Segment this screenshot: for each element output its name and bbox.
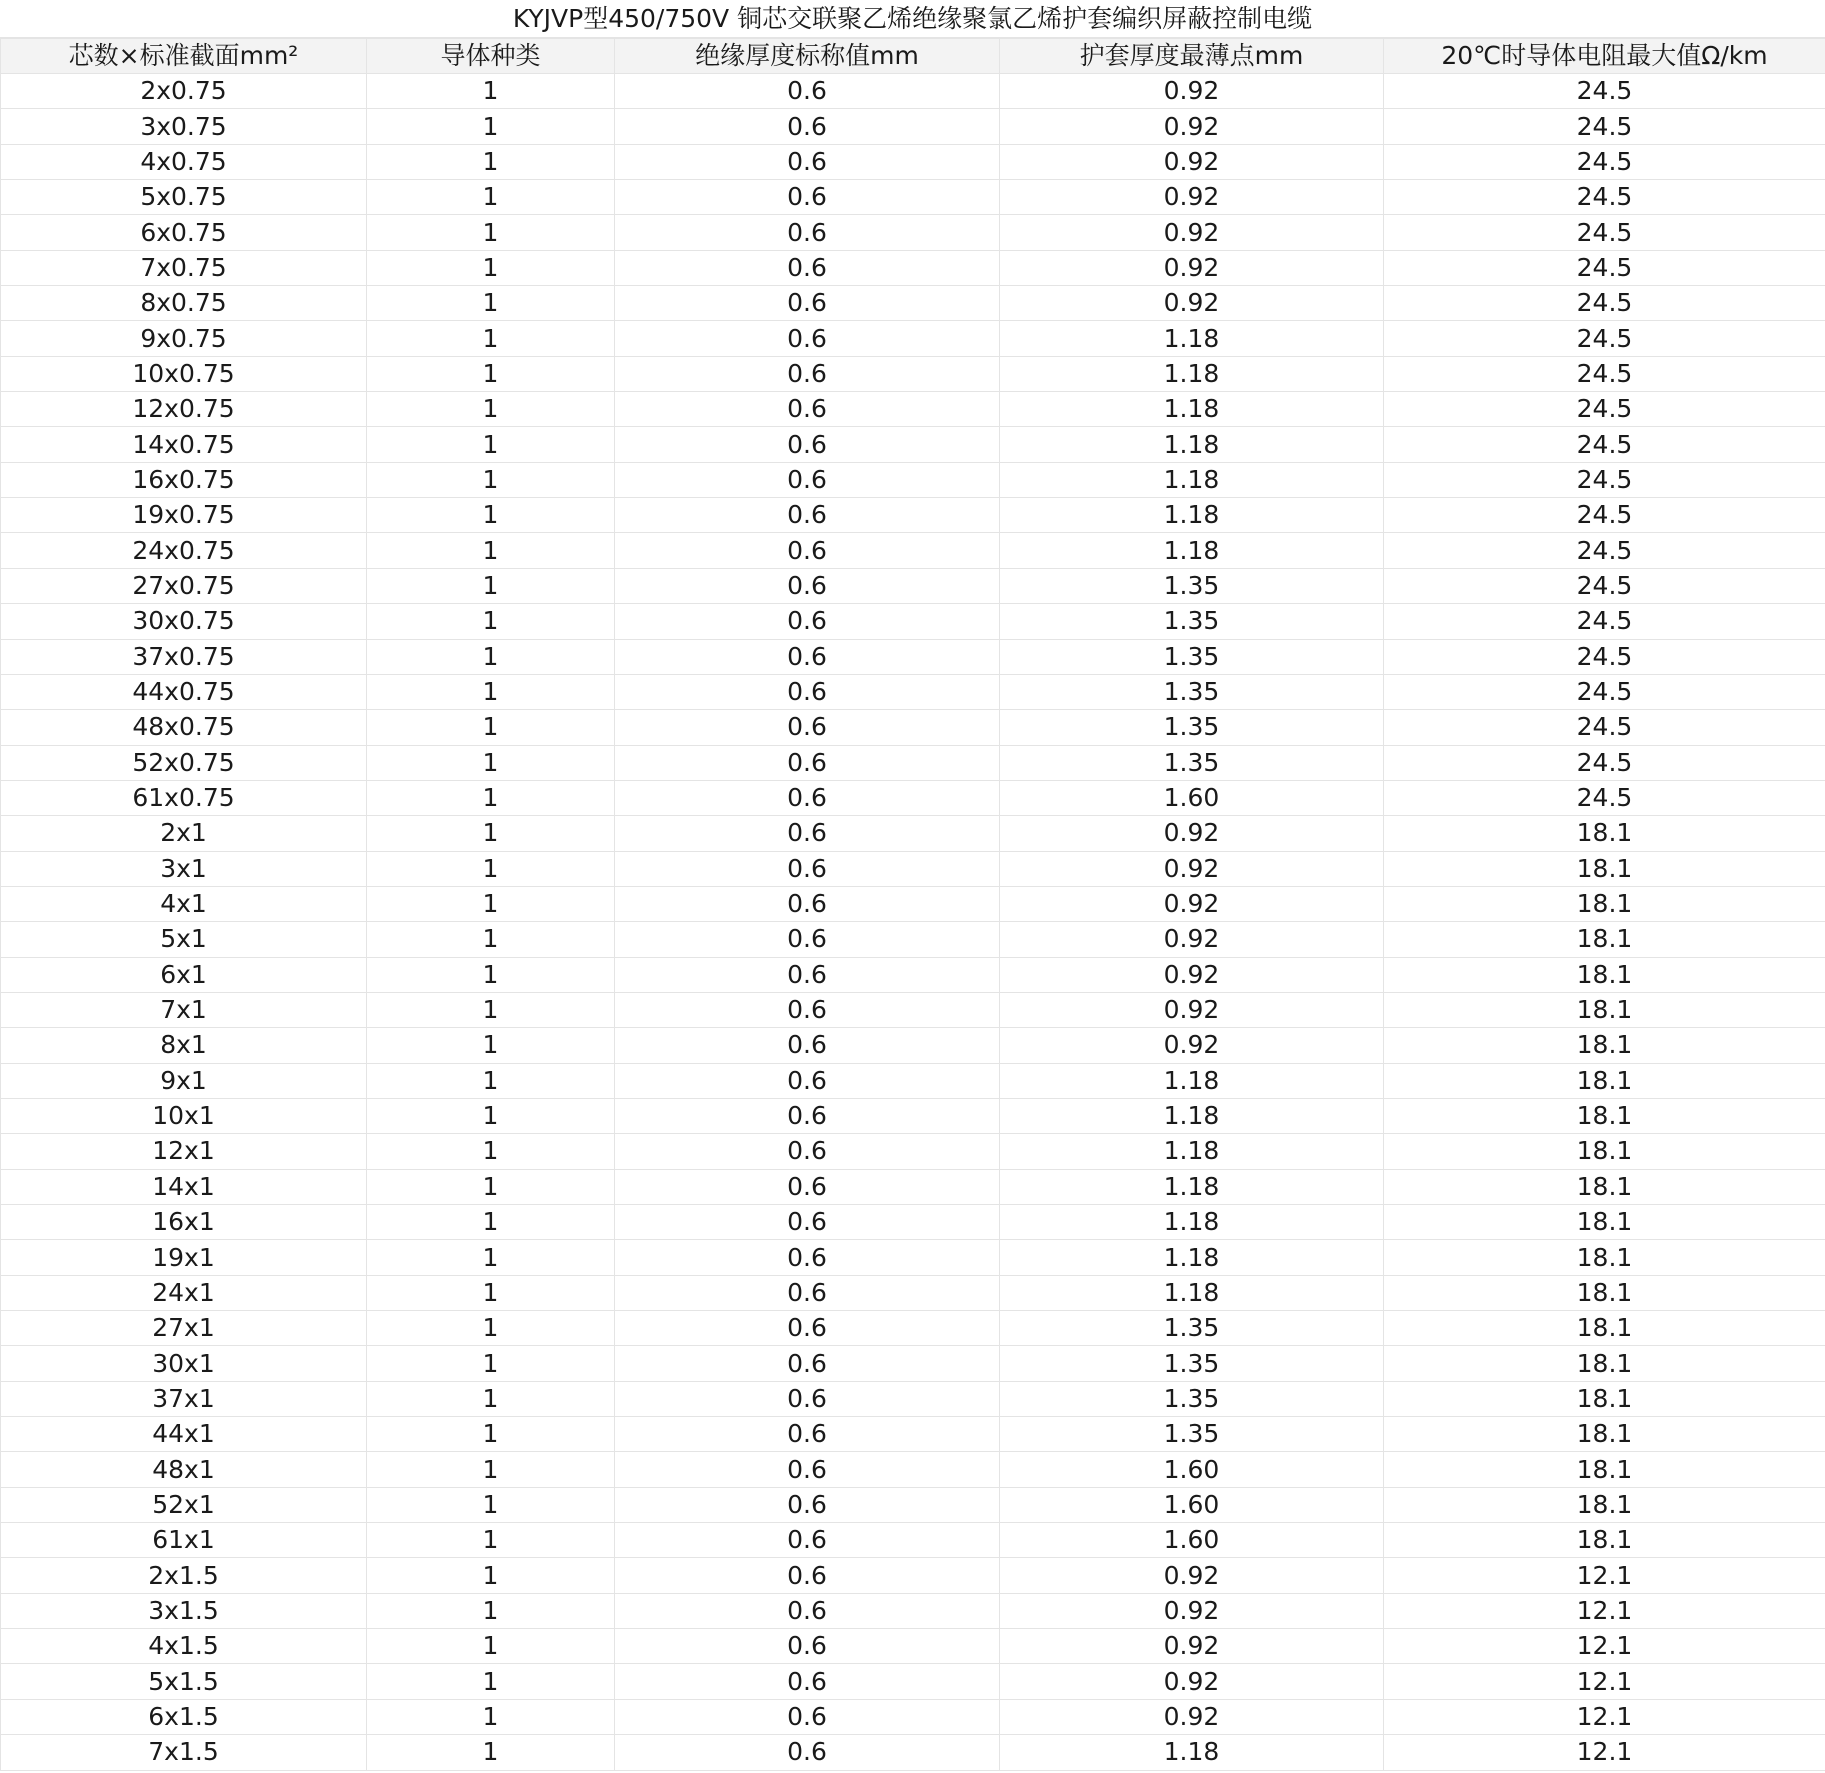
cell-conductor-class: 1 xyxy=(367,851,615,886)
cell-conductor-class: 1 xyxy=(367,1417,615,1452)
cell-sheath-thickness: 1.18 xyxy=(1000,392,1384,427)
header-row xyxy=(1,39,1825,74)
cell-cores-section: 12x1 xyxy=(1,1134,367,1169)
table-row xyxy=(1,74,1825,109)
table-row xyxy=(1,992,1825,1027)
cell-conductor-resistance: 24.5 xyxy=(1384,286,1825,321)
table-row xyxy=(1,922,1825,957)
cell-sheath-thickness: 1.35 xyxy=(1000,745,1384,780)
cell-insulation-thickness: 0.6 xyxy=(615,74,1000,109)
cell-sheath-thickness: 1.35 xyxy=(1000,674,1384,709)
cell-conductor-resistance: 24.5 xyxy=(1384,710,1825,745)
cell-conductor-resistance: 18.1 xyxy=(1384,1240,1825,1275)
cell-insulation-thickness: 0.6 xyxy=(615,1558,1000,1593)
table-row xyxy=(1,1098,1825,1133)
cell-cores-section: 6x1 xyxy=(1,957,367,992)
cell-sheath-thickness: 1.35 xyxy=(1000,1381,1384,1416)
cell-sheath-thickness: 1.60 xyxy=(1000,1523,1384,1558)
cell-sheath-thickness: 1.18 xyxy=(1000,1134,1384,1169)
cell-sheath-thickness: 1.18 xyxy=(1000,1240,1384,1275)
cell-conductor-resistance: 18.1 xyxy=(1384,1381,1825,1416)
cell-insulation-thickness: 0.6 xyxy=(615,674,1000,709)
cell-conductor-class: 1 xyxy=(367,1346,615,1381)
table-row xyxy=(1,427,1825,462)
cell-cores-section: 3x1.5 xyxy=(1,1593,367,1628)
cell-conductor-class: 1 xyxy=(367,1134,615,1169)
cell-cores-section: 27x1 xyxy=(1,1311,367,1346)
table-row xyxy=(1,1311,1825,1346)
table-row xyxy=(1,1346,1825,1381)
cell-conductor-resistance: 24.5 xyxy=(1384,356,1825,391)
cell-conductor-resistance: 24.5 xyxy=(1384,74,1825,109)
cell-conductor-resistance: 18.1 xyxy=(1384,1452,1825,1487)
cable-spec-table xyxy=(0,38,1825,1771)
cell-insulation-thickness: 0.6 xyxy=(615,462,1000,497)
cell-conductor-class: 1 xyxy=(367,568,615,603)
cell-sheath-thickness: 1.18 xyxy=(1000,1098,1384,1133)
cell-conductor-class: 1 xyxy=(367,1311,615,1346)
cell-sheath-thickness: 0.92 xyxy=(1000,74,1384,109)
cell-conductor-resistance: 18.1 xyxy=(1384,851,1825,886)
cell-sheath-thickness: 0.92 xyxy=(1000,215,1384,250)
cell-conductor-class: 1 xyxy=(367,286,615,321)
cell-cores-section: 27x0.75 xyxy=(1,568,367,603)
cell-insulation-thickness: 0.6 xyxy=(615,922,1000,957)
cell-sheath-thickness: 1.18 xyxy=(1000,1063,1384,1098)
cell-conductor-class: 1 xyxy=(367,250,615,285)
cell-conductor-resistance: 24.5 xyxy=(1384,533,1825,568)
table-row xyxy=(1,745,1825,780)
cell-cores-section: 16x1 xyxy=(1,1205,367,1240)
cell-sheath-thickness: 1.60 xyxy=(1000,1452,1384,1487)
cell-sheath-thickness: 0.92 xyxy=(1000,1629,1384,1664)
cell-conductor-class: 1 xyxy=(367,745,615,780)
cell-sheath-thickness: 1.35 xyxy=(1000,639,1384,674)
cell-sheath-thickness: 0.92 xyxy=(1000,922,1384,957)
cell-cores-section: 14x1 xyxy=(1,1169,367,1204)
cell-cores-section: 2x1 xyxy=(1,816,367,851)
cell-conductor-resistance: 24.5 xyxy=(1384,462,1825,497)
cell-insulation-thickness: 0.6 xyxy=(615,356,1000,391)
table-row xyxy=(1,215,1825,250)
cell-insulation-thickness: 0.6 xyxy=(615,250,1000,285)
cell-conductor-class: 1 xyxy=(367,1098,615,1133)
cell-cores-section: 4x1 xyxy=(1,886,367,921)
cell-cores-section: 19x0.75 xyxy=(1,498,367,533)
cell-conductor-class: 1 xyxy=(367,1063,615,1098)
cell-insulation-thickness: 0.6 xyxy=(615,1664,1000,1699)
table-row xyxy=(1,1487,1825,1522)
cell-sheath-thickness: 0.92 xyxy=(1000,250,1384,285)
cell-cores-section: 5x1.5 xyxy=(1,1664,367,1699)
cell-sheath-thickness: 0.92 xyxy=(1000,1699,1384,1734)
cell-sheath-thickness: 1.35 xyxy=(1000,1417,1384,1452)
cell-conductor-resistance: 24.5 xyxy=(1384,427,1825,462)
cell-conductor-resistance: 24.5 xyxy=(1384,215,1825,250)
cell-insulation-thickness: 0.6 xyxy=(615,1063,1000,1098)
cell-insulation-thickness: 0.6 xyxy=(615,639,1000,674)
cell-conductor-resistance: 24.5 xyxy=(1384,144,1825,179)
column-header-insulation-thickness: 绝缘厚度标称值mm xyxy=(615,39,1000,74)
cell-conductor-class: 1 xyxy=(367,710,615,745)
cell-conductor-class: 1 xyxy=(367,1523,615,1558)
cell-conductor-resistance: 18.1 xyxy=(1384,1028,1825,1063)
cell-insulation-thickness: 0.6 xyxy=(615,1593,1000,1628)
table-row xyxy=(1,1240,1825,1275)
cell-insulation-thickness: 0.6 xyxy=(615,568,1000,603)
cell-conductor-class: 1 xyxy=(367,957,615,992)
table-title: KYJVP型450/750V 铜芯交联聚乙烯绝缘聚氯乙烯护套编织屏蔽控制电缆 xyxy=(0,0,1825,38)
cell-cores-section: 37x0.75 xyxy=(1,639,367,674)
table-row xyxy=(1,498,1825,533)
table-row xyxy=(1,1523,1825,1558)
cell-conductor-resistance: 24.5 xyxy=(1384,674,1825,709)
cell-cores-section: 3x0.75 xyxy=(1,109,367,144)
table-row xyxy=(1,1134,1825,1169)
cell-conductor-resistance: 18.1 xyxy=(1384,957,1825,992)
table-row xyxy=(1,780,1825,815)
cell-sheath-thickness: 1.18 xyxy=(1000,462,1384,497)
cell-insulation-thickness: 0.6 xyxy=(615,1169,1000,1204)
cell-conductor-resistance: 18.1 xyxy=(1384,1346,1825,1381)
table-row xyxy=(1,1593,1825,1628)
cell-conductor-resistance: 24.5 xyxy=(1384,250,1825,285)
cell-insulation-thickness: 0.6 xyxy=(615,144,1000,179)
cell-conductor-resistance: 24.5 xyxy=(1384,321,1825,356)
cell-insulation-thickness: 0.6 xyxy=(615,1629,1000,1664)
cell-sheath-thickness: 1.60 xyxy=(1000,1487,1384,1522)
cell-conductor-class: 1 xyxy=(367,886,615,921)
table-row xyxy=(1,604,1825,639)
table-row xyxy=(1,533,1825,568)
cell-conductor-resistance: 12.1 xyxy=(1384,1558,1825,1593)
cell-cores-section: 7x1.5 xyxy=(1,1735,367,1770)
table-row xyxy=(1,568,1825,603)
cell-insulation-thickness: 0.6 xyxy=(615,533,1000,568)
cell-insulation-thickness: 0.6 xyxy=(615,109,1000,144)
cell-sheath-thickness: 0.92 xyxy=(1000,1028,1384,1063)
cell-insulation-thickness: 0.6 xyxy=(615,780,1000,815)
table-row xyxy=(1,816,1825,851)
cell-conductor-resistance: 18.1 xyxy=(1384,816,1825,851)
table-body xyxy=(1,74,1825,1771)
cell-conductor-resistance: 12.1 xyxy=(1384,1593,1825,1628)
cell-insulation-thickness: 0.6 xyxy=(615,1735,1000,1770)
cell-sheath-thickness: 0.92 xyxy=(1000,957,1384,992)
cell-cores-section: 44x0.75 xyxy=(1,674,367,709)
cell-conductor-class: 1 xyxy=(367,922,615,957)
cell-sheath-thickness: 1.35 xyxy=(1000,604,1384,639)
cell-conductor-class: 1 xyxy=(367,533,615,568)
cell-conductor-resistance: 18.1 xyxy=(1384,1487,1825,1522)
cell-cores-section: 7x1 xyxy=(1,992,367,1027)
cell-conductor-resistance: 24.5 xyxy=(1384,568,1825,603)
cell-sheath-thickness: 1.60 xyxy=(1000,780,1384,815)
cell-cores-section: 14x0.75 xyxy=(1,427,367,462)
cell-cores-section: 10x1 xyxy=(1,1098,367,1133)
table-row xyxy=(1,109,1825,144)
cell-conductor-resistance: 18.1 xyxy=(1384,1169,1825,1204)
cell-conductor-class: 1 xyxy=(367,780,615,815)
cell-conductor-resistance: 24.5 xyxy=(1384,392,1825,427)
table-row xyxy=(1,1169,1825,1204)
cell-conductor-class: 1 xyxy=(367,1275,615,1310)
cell-cores-section: 24x0.75 xyxy=(1,533,367,568)
cell-cores-section: 30x1 xyxy=(1,1346,367,1381)
cell-insulation-thickness: 0.6 xyxy=(615,1240,1000,1275)
cell-cores-section: 9x1 xyxy=(1,1063,367,1098)
cell-conductor-resistance: 18.1 xyxy=(1384,1275,1825,1310)
cell-cores-section: 6x1.5 xyxy=(1,1699,367,1734)
table-row xyxy=(1,1629,1825,1664)
cell-conductor-class: 1 xyxy=(367,639,615,674)
table-row xyxy=(1,710,1825,745)
cell-insulation-thickness: 0.6 xyxy=(615,710,1000,745)
cell-insulation-thickness: 0.6 xyxy=(615,816,1000,851)
table-row xyxy=(1,1205,1825,1240)
cell-cores-section: 30x0.75 xyxy=(1,604,367,639)
cell-cores-section: 5x1 xyxy=(1,922,367,957)
cell-conductor-resistance: 24.5 xyxy=(1384,498,1825,533)
table-row xyxy=(1,1735,1825,1770)
cell-conductor-class: 1 xyxy=(367,1699,615,1734)
cell-conductor-class: 1 xyxy=(367,74,615,109)
cell-cores-section: 48x1 xyxy=(1,1452,367,1487)
cell-conductor-class: 1 xyxy=(367,1452,615,1487)
cell-sheath-thickness: 1.18 xyxy=(1000,533,1384,568)
cell-insulation-thickness: 0.6 xyxy=(615,886,1000,921)
cell-cores-section: 19x1 xyxy=(1,1240,367,1275)
column-header-conductor-class: 导体种类 xyxy=(367,39,615,74)
cell-insulation-thickness: 0.6 xyxy=(615,1098,1000,1133)
cell-conductor-resistance: 18.1 xyxy=(1384,1417,1825,1452)
cell-cores-section: 7x0.75 xyxy=(1,250,367,285)
cell-sheath-thickness: 1.35 xyxy=(1000,1311,1384,1346)
cell-conductor-class: 1 xyxy=(367,1240,615,1275)
cell-conductor-class: 1 xyxy=(367,1629,615,1664)
cell-insulation-thickness: 0.6 xyxy=(615,1523,1000,1558)
cell-cores-section: 4x1.5 xyxy=(1,1629,367,1664)
cell-conductor-resistance: 24.5 xyxy=(1384,780,1825,815)
cell-conductor-class: 1 xyxy=(367,1593,615,1628)
cell-conductor-class: 1 xyxy=(367,1169,615,1204)
cell-conductor-class: 1 xyxy=(367,215,615,250)
cell-sheath-thickness: 1.18 xyxy=(1000,1205,1384,1240)
cell-sheath-thickness: 1.18 xyxy=(1000,1169,1384,1204)
cell-cores-section: 12x0.75 xyxy=(1,392,367,427)
cell-insulation-thickness: 0.6 xyxy=(615,1417,1000,1452)
cell-sheath-thickness: 0.92 xyxy=(1000,886,1384,921)
table-row xyxy=(1,321,1825,356)
cell-sheath-thickness: 0.92 xyxy=(1000,144,1384,179)
cell-cores-section: 4x0.75 xyxy=(1,144,367,179)
cell-sheath-thickness: 1.18 xyxy=(1000,498,1384,533)
cell-conductor-class: 1 xyxy=(367,816,615,851)
table-row xyxy=(1,674,1825,709)
cell-cores-section: 24x1 xyxy=(1,1275,367,1310)
cell-insulation-thickness: 0.6 xyxy=(615,1381,1000,1416)
cell-sheath-thickness: 0.92 xyxy=(1000,180,1384,215)
cell-conductor-class: 1 xyxy=(367,1487,615,1522)
cell-cores-section: 3x1 xyxy=(1,851,367,886)
cell-cores-section: 37x1 xyxy=(1,1381,367,1416)
cell-conductor-resistance: 12.1 xyxy=(1384,1664,1825,1699)
table-row xyxy=(1,1699,1825,1734)
cell-sheath-thickness: 0.92 xyxy=(1000,992,1384,1027)
cell-insulation-thickness: 0.6 xyxy=(615,1346,1000,1381)
cell-insulation-thickness: 0.6 xyxy=(615,180,1000,215)
table-row xyxy=(1,250,1825,285)
cell-conductor-class: 1 xyxy=(367,356,615,391)
cell-conductor-resistance: 18.1 xyxy=(1384,1098,1825,1133)
cell-conductor-resistance: 24.5 xyxy=(1384,745,1825,780)
cell-conductor-class: 1 xyxy=(367,1028,615,1063)
cell-conductor-class: 1 xyxy=(367,498,615,533)
cell-sheath-thickness: 1.18 xyxy=(1000,427,1384,462)
column-header-conductor-resistance: 20℃时导体电阻最大值Ω/km xyxy=(1384,39,1825,74)
table-row xyxy=(1,639,1825,674)
column-header-sheath-thickness: 护套厚度最薄点mm xyxy=(1000,39,1384,74)
cell-cores-section: 16x0.75 xyxy=(1,462,367,497)
cell-sheath-thickness: 0.92 xyxy=(1000,109,1384,144)
cell-conductor-resistance: 18.1 xyxy=(1384,922,1825,957)
cell-insulation-thickness: 0.6 xyxy=(615,992,1000,1027)
cell-cores-section: 2x0.75 xyxy=(1,74,367,109)
table-row xyxy=(1,392,1825,427)
cell-conductor-class: 1 xyxy=(367,992,615,1027)
cell-insulation-thickness: 0.6 xyxy=(615,392,1000,427)
cell-cores-section: 2x1.5 xyxy=(1,1558,367,1593)
cell-conductor-class: 1 xyxy=(367,144,615,179)
cell-cores-section: 5x0.75 xyxy=(1,180,367,215)
table-row xyxy=(1,1028,1825,1063)
table-row xyxy=(1,1381,1825,1416)
cell-sheath-thickness: 1.18 xyxy=(1000,356,1384,391)
cell-insulation-thickness: 0.6 xyxy=(615,851,1000,886)
cell-cores-section: 61x0.75 xyxy=(1,780,367,815)
cell-conductor-class: 1 xyxy=(367,1664,615,1699)
cell-cores-section: 52x0.75 xyxy=(1,745,367,780)
cell-sheath-thickness: 1.35 xyxy=(1000,1346,1384,1381)
cell-sheath-thickness: 1.18 xyxy=(1000,1275,1384,1310)
cell-insulation-thickness: 0.6 xyxy=(615,1487,1000,1522)
table-row xyxy=(1,1558,1825,1593)
table-row xyxy=(1,1417,1825,1452)
cell-insulation-thickness: 0.6 xyxy=(615,215,1000,250)
cell-insulation-thickness: 0.6 xyxy=(615,321,1000,356)
cell-cores-section: 8x0.75 xyxy=(1,286,367,321)
table-row xyxy=(1,1452,1825,1487)
cell-sheath-thickness: 0.92 xyxy=(1000,816,1384,851)
cell-conductor-resistance: 24.5 xyxy=(1384,180,1825,215)
cell-conductor-class: 1 xyxy=(367,674,615,709)
cell-insulation-thickness: 0.6 xyxy=(615,286,1000,321)
cell-sheath-thickness: 0.92 xyxy=(1000,286,1384,321)
cell-cores-section: 9x0.75 xyxy=(1,321,367,356)
cell-insulation-thickness: 0.6 xyxy=(615,1275,1000,1310)
cell-cores-section: 44x1 xyxy=(1,1417,367,1452)
cell-insulation-thickness: 0.6 xyxy=(615,427,1000,462)
cell-conductor-resistance: 12.1 xyxy=(1384,1735,1825,1770)
cell-insulation-thickness: 0.6 xyxy=(615,1134,1000,1169)
cell-cores-section: 6x0.75 xyxy=(1,215,367,250)
cell-conductor-class: 1 xyxy=(367,1381,615,1416)
cell-insulation-thickness: 0.6 xyxy=(615,498,1000,533)
cell-sheath-thickness: 1.18 xyxy=(1000,1735,1384,1770)
cell-conductor-resistance: 18.1 xyxy=(1384,1311,1825,1346)
table-row xyxy=(1,957,1825,992)
cell-conductor-resistance: 18.1 xyxy=(1384,1205,1825,1240)
cell-insulation-thickness: 0.6 xyxy=(615,1452,1000,1487)
table-row xyxy=(1,356,1825,391)
cell-cores-section: 61x1 xyxy=(1,1523,367,1558)
cell-conductor-resistance: 24.5 xyxy=(1384,109,1825,144)
table-row xyxy=(1,144,1825,179)
cell-sheath-thickness: 1.35 xyxy=(1000,710,1384,745)
cell-sheath-thickness: 0.92 xyxy=(1000,851,1384,886)
cell-conductor-class: 1 xyxy=(367,1205,615,1240)
cell-insulation-thickness: 0.6 xyxy=(615,1028,1000,1063)
cell-conductor-resistance: 18.1 xyxy=(1384,992,1825,1027)
cell-insulation-thickness: 0.6 xyxy=(615,1205,1000,1240)
cell-conductor-resistance: 24.5 xyxy=(1384,639,1825,674)
table-row xyxy=(1,286,1825,321)
table-row xyxy=(1,180,1825,215)
cell-cores-section: 52x1 xyxy=(1,1487,367,1522)
cell-cores-section: 10x0.75 xyxy=(1,356,367,391)
table-row xyxy=(1,462,1825,497)
cell-cores-section: 8x1 xyxy=(1,1028,367,1063)
cell-cores-section: 48x0.75 xyxy=(1,710,367,745)
table-row xyxy=(1,1063,1825,1098)
column-header-cores-section: 芯数×标准截面mm² xyxy=(1,39,367,74)
table-row xyxy=(1,851,1825,886)
cell-sheath-thickness: 0.92 xyxy=(1000,1664,1384,1699)
table-row xyxy=(1,1664,1825,1699)
cell-conductor-class: 1 xyxy=(367,462,615,497)
table-row xyxy=(1,886,1825,921)
cell-sheath-thickness: 0.92 xyxy=(1000,1593,1384,1628)
cell-insulation-thickness: 0.6 xyxy=(615,957,1000,992)
cell-conductor-resistance: 18.1 xyxy=(1384,1523,1825,1558)
cell-sheath-thickness: 1.35 xyxy=(1000,568,1384,603)
cell-conductor-class: 1 xyxy=(367,180,615,215)
cell-conductor-resistance: 18.1 xyxy=(1384,1134,1825,1169)
cell-conductor-resistance: 18.1 xyxy=(1384,1063,1825,1098)
cell-conductor-resistance: 18.1 xyxy=(1384,886,1825,921)
cell-sheath-thickness: 1.18 xyxy=(1000,321,1384,356)
cell-conductor-class: 1 xyxy=(367,1558,615,1593)
cell-insulation-thickness: 0.6 xyxy=(615,1311,1000,1346)
cell-conductor-class: 1 xyxy=(367,392,615,427)
cell-conductor-resistance: 24.5 xyxy=(1384,604,1825,639)
table-row xyxy=(1,1275,1825,1310)
cell-insulation-thickness: 0.6 xyxy=(615,1699,1000,1734)
cell-conductor-class: 1 xyxy=(367,321,615,356)
cell-sheath-thickness: 0.92 xyxy=(1000,1558,1384,1593)
cell-insulation-thickness: 0.6 xyxy=(615,745,1000,780)
cell-conductor-class: 1 xyxy=(367,604,615,639)
cell-insulation-thickness: 0.6 xyxy=(615,604,1000,639)
cell-conductor-class: 1 xyxy=(367,1735,615,1770)
cell-conductor-resistance: 12.1 xyxy=(1384,1629,1825,1664)
cell-conductor-resistance: 12.1 xyxy=(1384,1699,1825,1734)
cell-conductor-class: 1 xyxy=(367,427,615,462)
cell-conductor-class: 1 xyxy=(367,109,615,144)
